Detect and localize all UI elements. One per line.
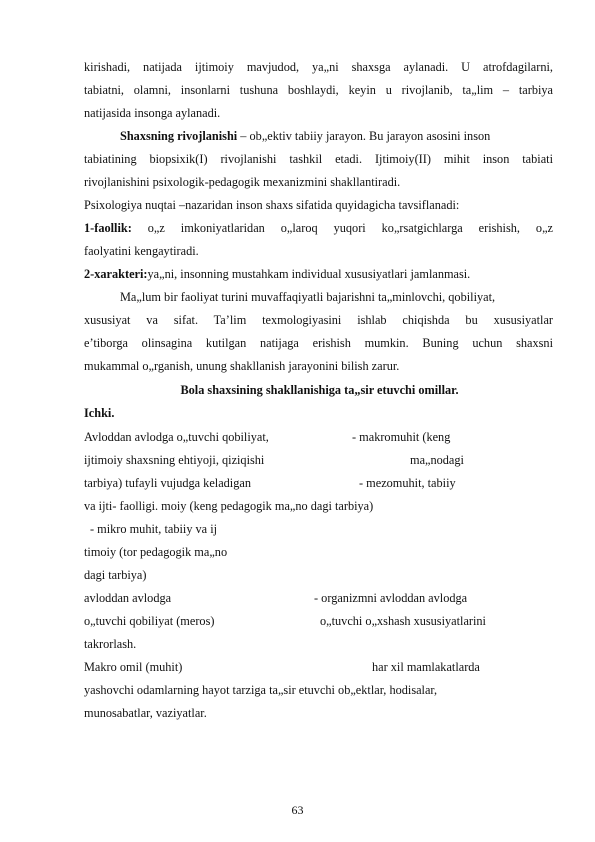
page-number: 63 bbox=[291, 803, 304, 817]
diagram-text: Avloddan avlodga o„tuvchi qobiliyat, bbox=[84, 430, 269, 444]
term-definition: ya„ni, insonning mustahkam individual xususiyatlari jamlanmasi. bbox=[147, 267, 471, 281]
paragraph-line: rivojlanishini psixologik-pedagogik mexanizmini shakllantiradi. bbox=[84, 175, 401, 189]
diagram-text: yashovchi odamlarning hayot tarziga ta„sir etuvchi ob„ektlar, hodisalar, bbox=[84, 683, 438, 697]
diagram-text: munosabatlar, vaziyatlar. bbox=[84, 706, 207, 720]
term-bold: 2-xarakteri: bbox=[84, 267, 148, 281]
paragraph-line: kirishadi, natijada ijtimoiy mavjudod, ya„ni shaxsga aylanadi. U atrofdagilarni, bbox=[84, 60, 553, 74]
paragraph-line: tabiatining biopsixik(I) rivojlanishi tashkil etadi. Ijtimoiy(II) mihit inson tabiati bbox=[84, 152, 553, 166]
diagram-text: - organizmni avloddan avlodga bbox=[314, 591, 468, 605]
term-definition: o„z imkoniyatlaridan o„laroq yuqori ko„rsatgichlarga erishish, o„z bbox=[131, 221, 553, 235]
diagram-text: ijtimoiy shaxsning ehtiyoji, qiziqishi bbox=[84, 453, 265, 467]
paragraph-line: xususiyat va sifat. Ta’lim texmologiyasini ishlab chiqishda bu xususiyatlar bbox=[84, 313, 553, 327]
diagram-text: ma„nodagi bbox=[410, 453, 464, 467]
diagram-text: o„tuvchi o„xshash xususiyatlarini bbox=[320, 614, 486, 628]
paragraph-line: Ma„lum bir faoliyat turini muvaffaqiyatli bajarishni ta„minlovchi, qobiliyat, bbox=[120, 290, 496, 304]
subheading-ichki: Ichki. bbox=[84, 406, 115, 420]
diagram-text: har xil mamlakatlarda bbox=[372, 660, 480, 674]
term-bold: 1-faollik: bbox=[84, 221, 132, 235]
diagram-text: tarbiya) tufayli vujudga keladigan bbox=[84, 476, 251, 490]
paragraph-line: natijasida insonga aylanadi. bbox=[84, 106, 221, 120]
diagram-text: - makromuhit (keng bbox=[352, 430, 451, 444]
diagram-text: avloddan avlodga bbox=[84, 591, 172, 605]
diagram-text: timoiy (tor pedagogik ma„no bbox=[84, 545, 228, 559]
paragraph-line: mukammal o„rganish, unung shakllanish jarayonini bilish zarur. bbox=[84, 359, 400, 373]
diagram-text: va ijti- faolligi. moiy (keng pedagogik ma„no dagi tarbiya) bbox=[84, 499, 374, 513]
term-definition: – ob„ektiv tabiiy jarayon. Bu jarayon asosini inson bbox=[237, 129, 491, 143]
diagram-text: - mezomuhit, tabiiy bbox=[359, 476, 456, 490]
paragraph-line: tabiatni, olamni, insonlarni tushuna boshlaydi, keyin u rivojlanib, ta„lim – tarbiya bbox=[84, 83, 553, 97]
diagram-text: dagi tarbiya) bbox=[84, 568, 147, 582]
term-bold: Shaxsning rivojlanishi bbox=[120, 129, 238, 143]
diagram-text: - mikro muhit, tabiiy va ij bbox=[90, 522, 218, 536]
diagram-text: o„tuvchi qobiliyat (meros) bbox=[84, 614, 215, 628]
diagram-text: takrorlash. bbox=[84, 637, 137, 651]
paragraph-line bbox=[120, 129, 553, 144]
paragraph-line: e’tiborga olinsagina kutilgan natijaga erishish mumkin. Buning uchun shaxsni bbox=[84, 336, 553, 350]
paragraph-line: faolyatini kengaytiradi. bbox=[84, 244, 199, 258]
paragraph-line bbox=[84, 221, 553, 236]
paragraph-line bbox=[84, 267, 553, 282]
paragraph-line: Psixologiya nuqtai –nazaridan inson shaxs sifatida quyidagicha tavsiflanadi: bbox=[84, 198, 460, 212]
diagram-text: Makro omil (muhit) bbox=[84, 660, 183, 674]
section-heading: Bola shaxsining shakllanishiga ta„sir etuvchi omillar. bbox=[180, 383, 459, 397]
